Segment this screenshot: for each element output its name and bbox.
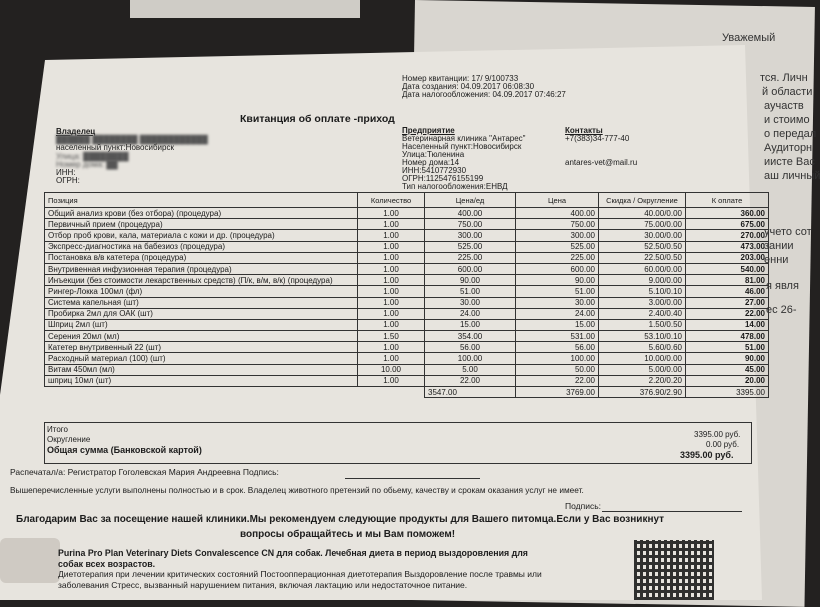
col-header-quantity: Количество [358,193,425,208]
cell-discount: 5.00/0.00 [599,364,686,375]
receipt-number: Номер квитанции: 17/ 9/100733 [402,74,519,83]
signature-line [602,511,742,512]
company-inn: ИНН:5410772930 [402,166,467,175]
background-fragment: о передал [764,128,817,140]
cell-price: 51.00 [516,286,599,297]
table-row [45,252,769,263]
cell-unit-price: 600.00 [425,263,516,274]
summary-total-label: Общая сумма (Банковской картой) [47,445,202,455]
cell-discount: 2.20/0.20 [599,375,686,386]
owner-name: ██████ ████████ ████████████ [56,135,208,144]
cell-price: 100.00 [516,353,599,364]
cell-unit-price: 225.00 [425,252,516,263]
company-name: Ветеринарная клиника "Антарес" [402,134,526,143]
cell-position: Система капельная (шт) [45,297,358,308]
table-row [45,230,769,241]
items-table [44,192,769,398]
cell-discount: 22.50/0.50 [599,252,686,263]
cell-unit-price: 24.00 [425,308,516,319]
background-fragment: аучаств [764,100,804,112]
cell-price: 56.00 [516,342,599,353]
cell-quantity: 1.00 [358,263,425,274]
cell-unit-price: 30.00 [425,297,516,308]
table-row [45,353,769,364]
table-row [45,342,769,353]
cell-discount: 30.00/0.00 [599,230,686,241]
cell-quantity: 10.00 [358,364,425,375]
cell-price: 750.00 [516,219,599,230]
table-row [45,286,769,297]
cell-to-pay: 51.00 [686,342,769,353]
cell-price: 400.00 [516,208,599,219]
owner-city: населенный пункт:Новосибирск [56,143,174,152]
cell-quantity: 1.00 [358,230,425,241]
col-header-unit-price: Цена/ед [425,193,516,208]
cell-position: Расходный материал (100) (шт) [45,353,358,364]
background-fragment: енни [764,254,789,266]
created-date: Дата создания: 04.09.2017 06:08:30 [402,82,535,91]
cell-position: Инъекции (без стоимости лекарственных средств) (П/к, в/м, в/к) (процедура) [45,275,358,286]
company-house: Номер дома:14 [402,158,460,167]
cell-quantity: 1.00 [358,375,425,386]
owner-ogrn: ОГРН: [56,176,80,185]
cell-price: 50.00 [516,364,599,375]
col-header-price: Цена [516,193,599,208]
cell-position: Первичный прием (процедура) [45,219,358,230]
summary-rounding-label: Округление [47,435,91,444]
background-heading: Уважемый [722,32,776,44]
cell-unit-price: 750.00 [425,219,516,230]
cell-position: Внутривенная инфузионная терапия (процедура) [45,263,358,274]
cell-quantity: 1.00 [358,208,425,219]
summary-itogo-label: Итого [47,425,68,434]
background-fragment: иисте Вас [764,156,815,168]
table-row [45,241,769,252]
table-total-row [45,387,769,398]
cell-quantity: 1.00 [358,286,425,297]
cell-quantity: 1.00 [358,353,425,364]
product-title-1: Purina Pro Plan Veterinary Diets Convalescence CN для собак. Лечебная диета в период выздоровления для [58,548,528,558]
table-header-row [45,193,769,208]
total-unit-price: 3547.00 [425,387,516,398]
company-tax-type: Тип налогообложения:ЕНВД [402,182,508,191]
cell-price: 600.00 [516,263,599,274]
background-fragment: зании [764,240,794,252]
contacts-phone: +7(383)34-777-40 [565,134,630,143]
cell-position: Витам 450мл (мл) [45,364,358,375]
cell-quantity: 1.00 [358,252,425,263]
table-row [45,219,769,230]
owner-house: Номер дома: ██ [56,160,118,169]
cell-to-pay: 20.00 [686,375,769,386]
cell-to-pay: 46.00 [686,286,769,297]
cell-to-pay: 81.00 [686,275,769,286]
table-row [45,275,769,286]
qr-code [634,540,714,600]
cell-discount: 3.00/0.00 [599,297,686,308]
cell-to-pay: 478.00 [686,331,769,342]
cell-to-pay: 203.00 [686,252,769,263]
cell-discount: 9.00/0.00 [599,275,686,286]
cell-to-pay: 27.00 [686,297,769,308]
product-desc-1: Диетотерапия при лечении критических состояний Постоопперационная диетотерапия Выздоровление после травмы или [58,569,542,579]
cell-unit-price: 22.00 [425,375,516,386]
cell-unit-price: 5.00 [425,364,516,375]
receipt-title: Квитанция об оплате -приход [240,113,395,125]
contacts-email: antares-vet@mail.ru [565,158,638,167]
cell-unit-price: 354.00 [425,331,516,342]
cell-position: Общий анализ крови (без отбора) (процедура) [45,208,358,219]
cell-to-pay: 270.00 [686,230,769,241]
background-fragment: я явля [766,280,799,292]
cell-quantity: 1.00 [358,342,425,353]
cell-unit-price: 90.00 [425,275,516,286]
table-row [45,319,769,330]
cell-price: 15.00 [516,319,599,330]
product-image [0,538,60,583]
background-fragment: аш личный [764,170,820,182]
services-note: Вышеперечисленные услуги выполнены полностью и в срок. Владелец животного претензий по обьему, качеству и срокам оказания услуг не имеет. [10,485,584,495]
cell-unit-price: 51.00 [425,286,516,297]
cell-quantity: 1.00 [358,319,425,330]
cell-price: 30.00 [516,297,599,308]
contacts-heading: Контакты [565,126,603,135]
cell-price: 225.00 [516,252,599,263]
cell-discount: 60.00/0.00 [599,263,686,274]
cell-quantity: 1.00 [358,308,425,319]
cell-position: Постановка в/в катетера (процедура) [45,252,358,263]
background-fragment: й области [762,86,813,98]
cell-unit-price: 525.00 [425,241,516,252]
cell-quantity: 1.00 [358,275,425,286]
cell-quantity: 1.00 [358,297,425,308]
table-row [45,297,769,308]
cell-to-pay: 90.00 [686,353,769,364]
summary-itogo-value: 3395.00 руб. [694,430,741,439]
cell-price: 531.00 [516,331,599,342]
owner-heading: Владелец [56,127,96,136]
cell-price: 22.00 [516,375,599,386]
signature-label: Подпись: [565,501,602,511]
cell-quantity: 1.00 [358,219,425,230]
cell-discount: 53.10/0.10 [599,331,686,342]
table-row [45,208,769,219]
total-price: 3769.00 [516,387,599,398]
cell-to-pay: 22.00 [686,308,769,319]
thanks-line-1: Благодарим Вас за посещение нашей клиники.Мы рекомендуем следующие продукты для Вашего питомца.Если у Вас возникнут [16,514,665,525]
thanks-line-2: вопросы обращайтесь и мы Вам поможем! [240,529,456,540]
table-row [45,375,769,386]
company-city: Населенный пункт:Новосибирск [402,142,522,151]
product-title-2: собак всех возрастов. [58,559,156,569]
company-heading: Предприятие [402,126,455,135]
cell-discount: 75.00/0.00 [599,219,686,230]
summary-total-value: 3395.00 руб. [680,450,734,460]
background-fragment: тся. Личн [760,72,808,84]
cell-to-pay: 14.00 [686,319,769,330]
cell-discount: 5.10/0.10 [599,286,686,297]
cell-price: 90.00 [516,275,599,286]
cell-discount: 52.50/0.50 [599,241,686,252]
owner-inn: ИНН: [56,168,76,177]
total-discount: 376.90/2.90 [599,387,686,398]
cell-discount: 1.50/0.50 [599,319,686,330]
cell-price: 525.00 [516,241,599,252]
printed-signature-line [345,478,480,479]
cell-unit-price: 300.00 [425,230,516,241]
company-street: Улица:Тюленина [402,150,465,159]
cell-discount: 5.60/0.60 [599,342,686,353]
cell-unit-price: 100.00 [425,353,516,364]
summary-rounding-value: 0.00 руб. [706,440,740,449]
cell-position: Катетер внутривенный 22 (шт) [45,342,358,353]
owner-street: Улица: ████████ [56,152,129,161]
table-row [45,308,769,319]
table-row [45,364,769,375]
cell-price: 24.00 [516,308,599,319]
cell-discount: 10.00/0.00 [599,353,686,364]
cell-quantity: 1.00 [358,241,425,252]
cell-to-pay: 360.00 [686,208,769,219]
printed-by: Распечатал/а: Регистратор Гоголевская Мария Андреевна Подпись: [10,467,279,477]
cell-position: Отбор проб крови, кала, материала с кожи и др. (процедура) [45,230,358,241]
col-header-discount: Скидка / Округление [599,193,686,208]
table-row [45,331,769,342]
cell-unit-price: 400.00 [425,208,516,219]
col-header-position: Позиция [45,193,358,208]
cell-position: Рингер-Локка 100мл (фл) [45,286,358,297]
cell-position: Экспресс-диагностика на бабезиоз (процедура) [45,241,358,252]
summary-box [44,422,752,464]
cell-position: Шприц 2мл (шт) [45,319,358,330]
col-header-to-pay: К оплате [686,193,769,208]
company-ogrn: ОГРН:1125476155199 [402,174,484,183]
background-fragment: ес 26- [766,304,797,316]
cell-unit-price: 15.00 [425,319,516,330]
cell-quantity: 1.50 [358,331,425,342]
tax-date: Дата налогообложения: 04.09.2017 07:46:27 [402,90,566,99]
background-fragment: учето сот [764,226,812,238]
cell-position: Пробирка 2мл для ОАК (шт) [45,308,358,319]
background-fragment: и стоимо [764,114,810,126]
background-fragment: Аудиторн [764,142,813,154]
cell-to-pay: 473.00 [686,241,769,252]
cell-price: 300.00 [516,230,599,241]
cell-position: шприц 10мл (шт) [45,375,358,386]
cell-to-pay: 675.00 [686,219,769,230]
cell-to-pay: 540.00 [686,263,769,274]
cell-to-pay: 45.00 [686,364,769,375]
table-row [45,263,769,274]
cell-position: Серения 20мл (мл) [45,331,358,342]
total-to-pay: 3395.00 [686,387,769,398]
cell-discount: 40.00/0.00 [599,208,686,219]
product-desc-2: заболевания Стресс, вызванный нарушением питания, включая лактацию или недостаточное питание. [58,580,468,590]
cell-unit-price: 56.00 [425,342,516,353]
cell-discount: 2.40/0.40 [599,308,686,319]
